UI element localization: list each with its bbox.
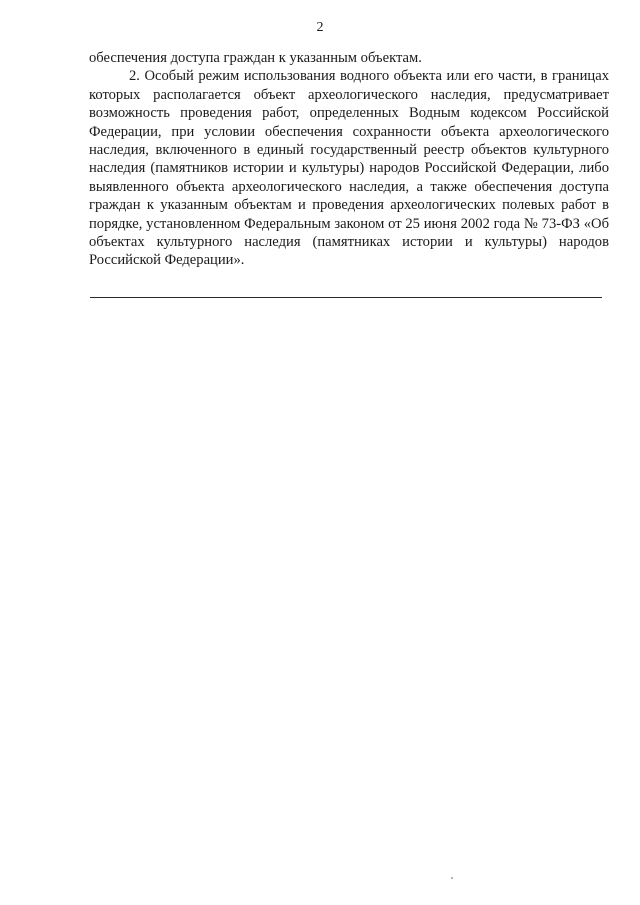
continuation-paragraph: обеспечения доступа граждан к указанным объектам. xyxy=(89,50,422,66)
page-number: 2 xyxy=(316,20,324,35)
end-of-text-divider xyxy=(90,297,602,298)
scan-speck xyxy=(451,877,453,879)
paragraph-2: 2. Особый режим использования водного объекта или его части, в границах которых располагается объект археологического наследия, предусматривает возможность проведения работ, определенных Водным кодексом Российской Федерации, при условии обеспечения сохранности объекта археологического наследия, включенного в единый государственный реестр объектов культурного наследия (памятников истории и культуры) народов Российской Федерации, либо выявленного объекта археологического наследия, а также обеспечения доступа граждан к указанным объектам и проведения археологических полевых работ в порядке, установленном Федеральным законом от 25 июня 2002 года № 73-ФЗ «Об объектах культурного наследия (памятниках истории и культуры) народов Российской Федерации». xyxy=(89,68,609,269)
body-text xyxy=(89,49,609,270)
